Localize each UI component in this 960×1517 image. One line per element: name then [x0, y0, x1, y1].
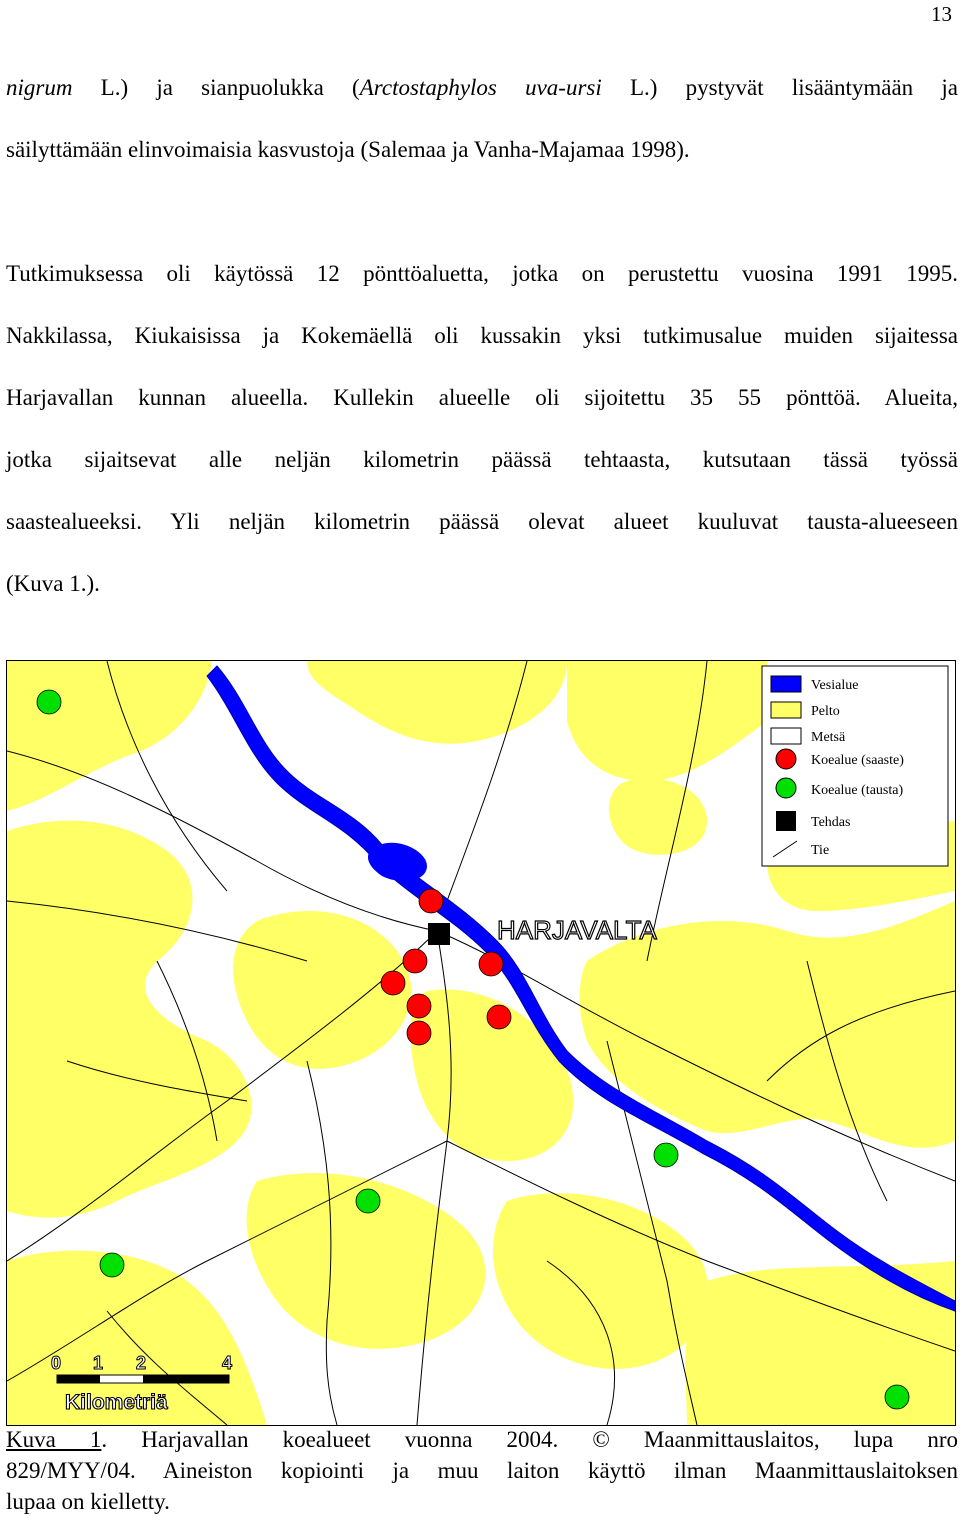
- legend: [762, 666, 948, 866]
- legend-site-pollution-label: Koealue (saaste): [811, 753, 904, 768]
- figure-caption: [6, 1424, 958, 1517]
- legend-field-label: Pelto: [811, 704, 840, 719]
- background-site: [654, 1143, 678, 1167]
- background-site: [356, 1189, 380, 1213]
- pollution-site: [403, 949, 427, 973]
- pollution-site: [407, 994, 431, 1018]
- paragraph-2-line-6: (Kuva 1.).: [6, 571, 100, 596]
- legend-forest-label: Metsä: [811, 730, 846, 745]
- town-label: HARJAVALTA: [497, 915, 657, 945]
- pollution-site: [487, 1005, 511, 1029]
- pollution-site: [381, 971, 405, 995]
- background-site: [100, 1253, 124, 1277]
- legend-forest-swatch: [771, 728, 801, 744]
- paragraph-2-line-4: jotka sijaitsevat alle neljän kilometrin päässä tehtaasta, kutsutaan tässä työssä: [6, 447, 958, 472]
- background-site: [37, 690, 61, 714]
- scale-tick-2: 2: [136, 1353, 147, 1373]
- paragraph-2-line-3: Harjavallan kunnan alueella. Kullekin alueelle oli sijoitettu 35 55 pönttöä. Alueita,: [6, 385, 958, 410]
- legend-field-swatch: [771, 702, 801, 718]
- caption-line-1: [6, 1424, 958, 1455]
- caption-line-1-text: . Harjavallan koealueet vuonna 2004. © Maanmittauslaitos, lupa nro: [101, 1427, 958, 1452]
- scale-bar-segment: [143, 1375, 229, 1383]
- study-area-map: [6, 660, 956, 1426]
- legend-factory-icon: [776, 811, 796, 831]
- legend-water-swatch: [771, 676, 801, 692]
- legend-site-pollution-icon: [776, 749, 796, 769]
- factory-marker: [428, 923, 450, 945]
- caption-line-3: lupaa on kielletty.: [6, 1489, 170, 1514]
- scale-tick-0: 0: [51, 1353, 62, 1373]
- paragraph-2: [6, 243, 958, 615]
- caption-label: Kuva 1: [6, 1427, 102, 1452]
- latin-name-1: nigrum: [6, 75, 73, 100]
- caption-line-2: 829/MYY/04. Aineiston kopiointi ja muu laiton käyttö ilman Maanmittauslaitoksen: [6, 1458, 958, 1483]
- scale-bar-segment: [57, 1375, 100, 1383]
- paragraph-1-line-1: [6, 57, 958, 119]
- legend-road-label: Tie: [811, 843, 830, 858]
- legend-factory-label: Tehdas: [811, 815, 851, 830]
- pollution-site: [407, 1021, 431, 1045]
- scale-tick-1: 1: [93, 1353, 104, 1373]
- legend-site-background-icon: [776, 778, 796, 798]
- paragraph-2-line-2: Nakkilassa, Kiukaisissa ja Kokemäellä oli kussakin yksi tutkimusalue muiden sijaitessa: [6, 323, 958, 348]
- latin-name-2: Arctostaphylos uva-ursi: [359, 75, 602, 100]
- paragraph-1: [6, 57, 958, 181]
- page-number: 13: [931, 2, 952, 26]
- background-site: [885, 1385, 909, 1409]
- paragraph-1-line-2: säilyttämään elinvoimaisia kasvustoja (Salemaa ja Vanha-Majamaa 1998).: [6, 137, 690, 162]
- pollution-site: [479, 952, 503, 976]
- map-svg: [7, 661, 955, 1425]
- legend-site-background-label: Koealue (tausta): [811, 783, 904, 798]
- text-run: L.) pystyvät lisääntymään ja: [601, 75, 959, 100]
- scale-unit-label: Kilometriä: [65, 1391, 168, 1414]
- scale-tick-4: 4: [222, 1353, 233, 1373]
- legend-water-label: Vesialue: [811, 678, 859, 693]
- lake: [368, 843, 427, 881]
- paragraph-2-line-5: saastealueeksi. Yli neljän kilometrin päässä olevat alueet kuuluvat tausta-alueeseen: [6, 509, 958, 534]
- paragraph-2-line-1: Tutkimuksessa oli käytössä 12 pönttöaluetta, jotka on perustettu vuosina 1991 1995.: [6, 261, 958, 286]
- text-run: L.) ja sianpuolukka (: [72, 75, 360, 100]
- pollution-site: [419, 889, 443, 913]
